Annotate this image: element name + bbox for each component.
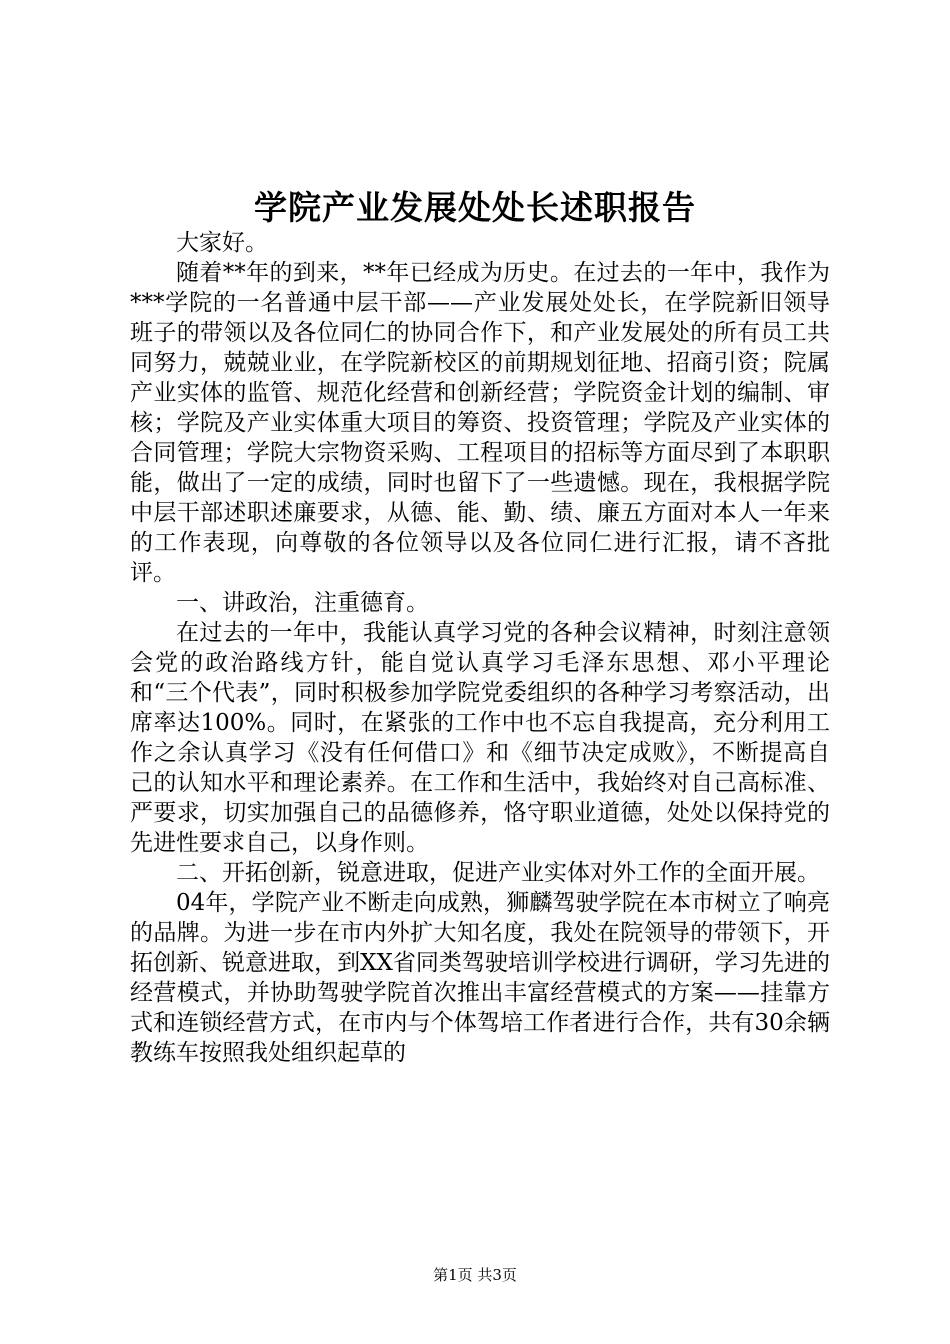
paragraph-section-1: 在过去的一年中，我能认真学习党的各种会议精神，时刻注意领会党的政治路线方针，能自觉认真学习毛泽东思想、邓小平理论和“三个代表”，同时积极参加学院党委组织的各种学习考察活动，出席率达100%。同时，在紧张的工作中也不忘自我提高，充分利用工作之余认真学习《没有任何借口》和《细节决定成败》，不断提高自己的认知水平和理论素养。在工作和生活中，我始终对自己高标准、严要求，切实加强自己的品德修养，恪守职业道德，处处以保持党的先进性要求自己，以身作则。 [130,620,830,856]
section-heading-2: 二、开拓创新，锐意进取，促进产业实体对外工作的全面开展。 [176,860,820,886]
paragraph-greeting: 大家好。 [176,230,268,256]
paragraph-section-2: 04年，学院产业不断走向成熟，狮麟驾驶学院在本市树立了响亮的品牌。为进一步在市内外扩大知名度，我处在院领导的带领下，开拓创新、锐意进取，到XX省同类驾驶培训学校进行调研，学习先进的经营模式，并协助驾驶学院首次推出丰富经营模式的方案——挂靠方式和连锁经营方式，在市内与个体驾培工作者进行合作，共有30余辆教练车按照我处组织起草的 [130,890,830,1066]
document-body [130,228,830,1068]
page-footer: 第1页 共3页 [433,1266,517,1284]
paragraph-intro: 随着**年的到来，**年已经成为历史。在过去的一年中，我作为***学院的一名普通中层干部——产业发展处处长，在学院新旧领导班子的带领以及各位同仁的协同合作下，和产业发展处的所有员工共同努力，兢兢业业，在学院新校区的前期规划征地、招商引资；院属产业实体的监管、规范化经营和创新经营；学院资金计划的编制、审核；学院及产业实体重大项目的筹资、投资管理；学院及产业实体的合同管理；学院大宗物资采购、工程项目的招标等方面尽到了本职职能，做出了一定的成绩，同时也留下了一些遗憾。现在，我根据学院中层干部述职述廉要求，从德、能、勤、绩、廉五方面对本人一年来的工作表现，向尊敬的各位领导以及各位同仁进行汇报，请不吝批评。 [130,260,830,586]
section-heading-1: 一、讲政治，注重德育。 [176,590,429,616]
document-title: 学院产业发展处处长述职报告 [254,188,696,227]
